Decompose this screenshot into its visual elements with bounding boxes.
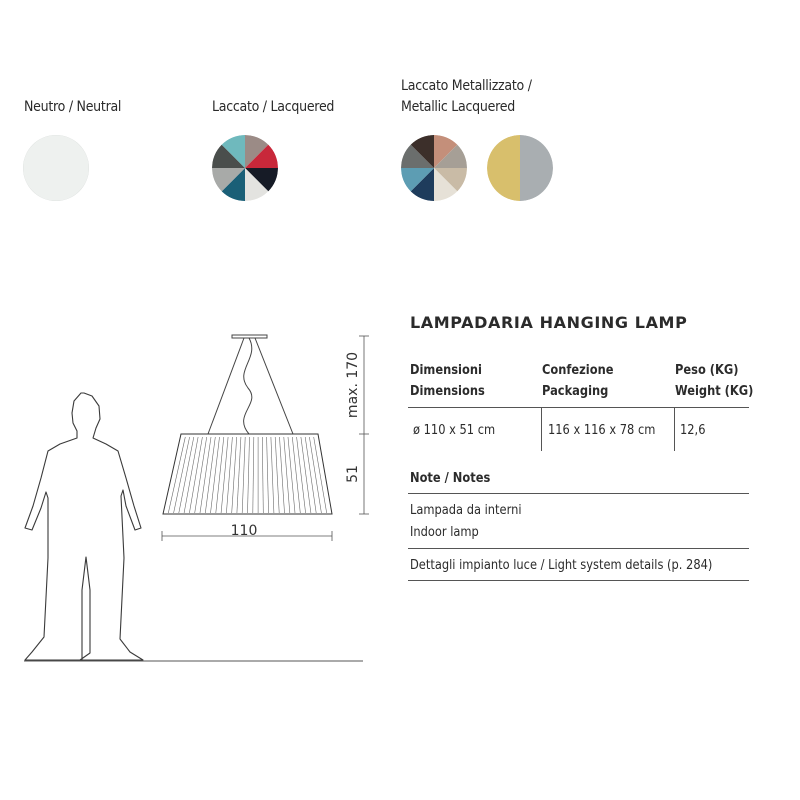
notes-heading: Note / Notes <box>410 471 491 486</box>
header-dimensions-en: Dimensions <box>410 384 485 399</box>
width-dimension-label: 110 <box>230 523 258 539</box>
notes-line-1: Lampada da interni <box>410 503 522 518</box>
bottom-rule <box>408 580 749 581</box>
neutral-swatch <box>23 135 89 201</box>
lacquered-finish-label: Laccato / Lacquered <box>212 99 335 115</box>
metallic-finish-label-line2: Metallic Lacquered <box>401 99 515 115</box>
human-silhouette <box>25 393 143 660</box>
gold-silver-swatch <box>487 135 553 201</box>
header-weight-it: Peso (KG) <box>675 363 739 378</box>
details-rule <box>408 548 749 549</box>
dimensions-value: ø 110 x 51 cm <box>413 423 496 438</box>
packaging-value: 116 x 116 x 78 cm <box>548 423 656 438</box>
header-dimensions-it: Dimensioni <box>410 363 482 378</box>
table-header-rule <box>408 407 749 408</box>
height-dimension-label: 51 <box>345 465 361 483</box>
column-divider <box>541 408 542 451</box>
weight-value: 12,6 <box>680 423 706 438</box>
max-height-dimension-label: max. 170 <box>345 351 361 419</box>
notes-rule <box>408 493 749 494</box>
product-title: LAMPADARIA HANGING LAMP <box>410 313 688 332</box>
notes-line-2: Indoor lamp <box>410 525 479 540</box>
header-packaging-en: Packaging <box>542 384 609 399</box>
light-system-details: Dettagli impianto luce / Light system details (p. 284) <box>410 558 713 573</box>
lacquered-swatch <box>212 135 278 201</box>
header-weight-en: Weight (KG) <box>675 384 754 399</box>
column-divider <box>674 408 675 451</box>
metallic-finish-label-line1: Laccato Metallizzato / <box>401 78 532 94</box>
metallic-swatch <box>401 135 467 201</box>
neutral-finish-label: Neutro / Neutral <box>24 99 122 115</box>
header-packaging-it: Confezione <box>542 363 614 378</box>
lamp-figure <box>163 335 332 514</box>
lamp-drawing <box>0 300 400 680</box>
